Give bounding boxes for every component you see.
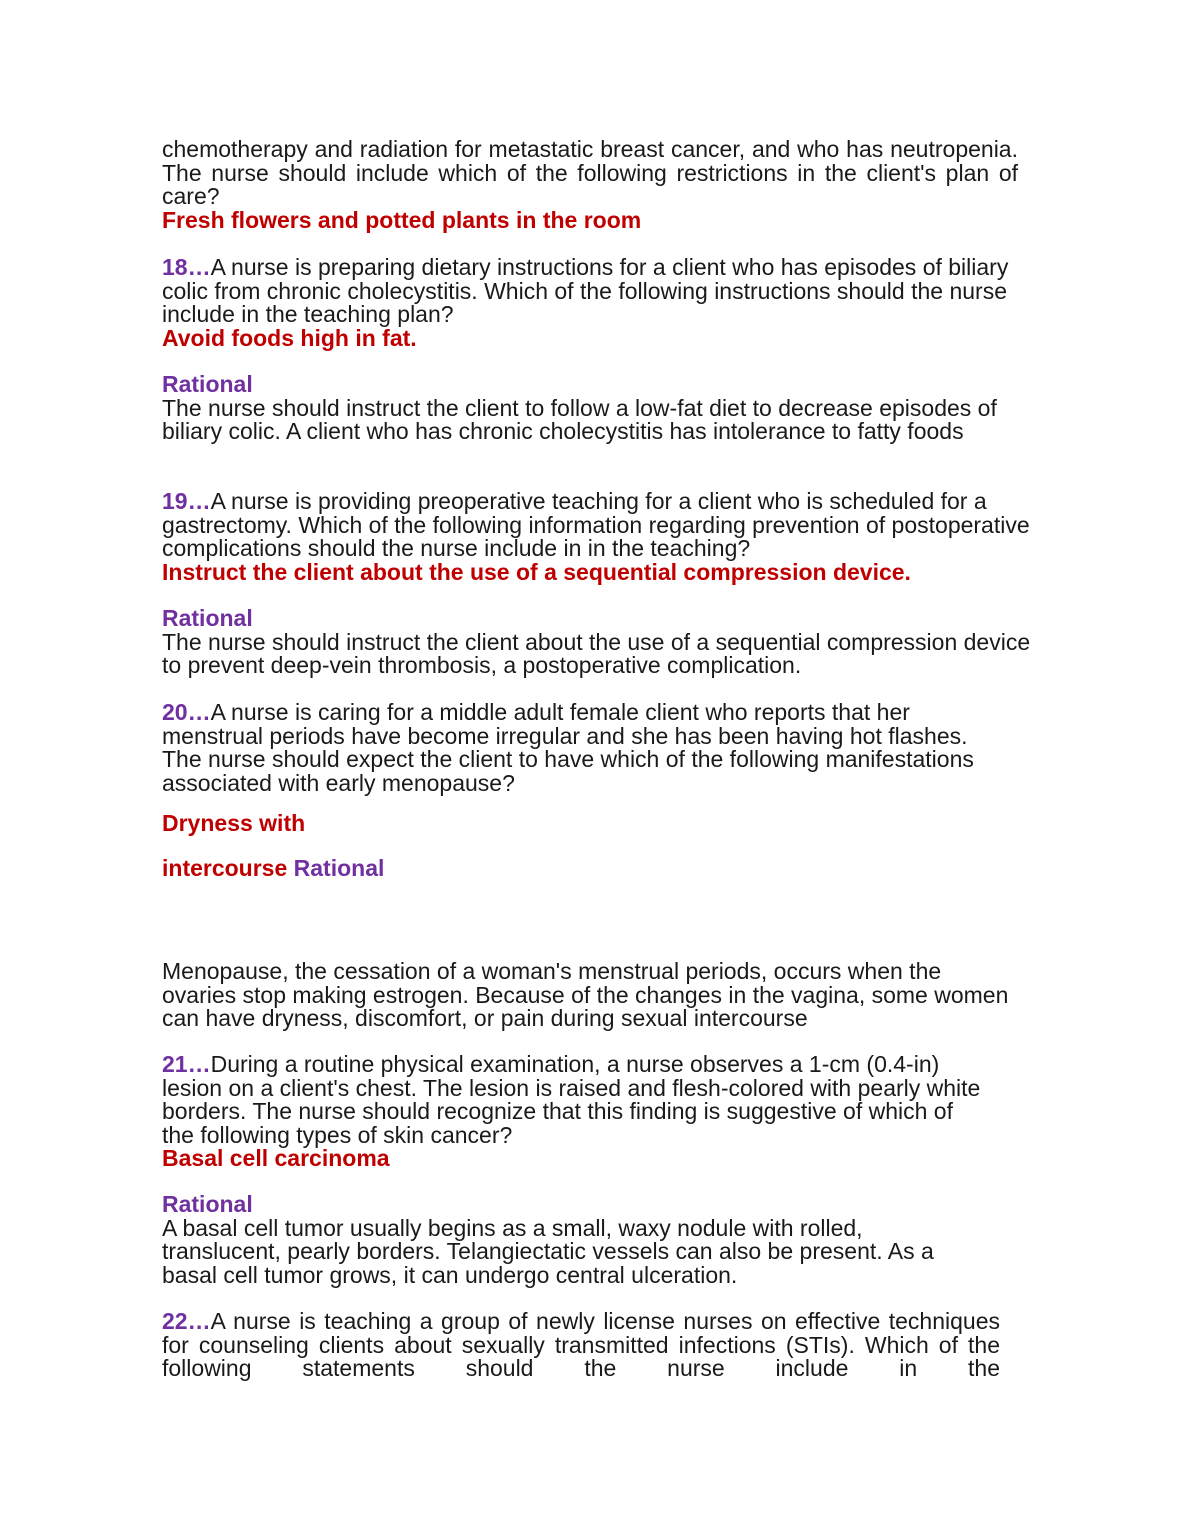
q19-rational <box>162 607 1032 678</box>
question-17 <box>162 138 1018 232</box>
q21-number: 21… <box>162 1051 211 1077</box>
q21-rational-label: Rational <box>162 1191 253 1217</box>
q19-answer: Instruct the client about the use of a sequential compression device. <box>162 558 911 585</box>
question-21 <box>162 1053 987 1171</box>
q17-answer: Fresh flowers and potted plants in the room <box>162 206 642 233</box>
q17-stem: chemotherapy and radiation for metastatic breast cancer, and who has neutropenia. The nurse should include which of the following restrictions in the client's plan of care? <box>162 136 1018 209</box>
q21-rational-text: A basal cell tumor usually begins as a small, waxy nodule with rolled, translucent, pearly borders. Telangiectatic vessels can also be present. As a basal cell tumor grows, it can undergo central ulceration. <box>162 1214 934 1288</box>
q22-stem: A nurse is teaching a group of newly license nurses on effective techniques for counseling clients about sexually transmitted infections (STIs). Which of the following statements should the nurse include in the <box>162 1308 1000 1381</box>
q20-number: 20… <box>162 699 211 725</box>
q18-rational-label: Rational <box>162 371 253 397</box>
q20-answer-line2 <box>162 857 1022 881</box>
q18-rational <box>162 373 1022 444</box>
q21-answer: Basal cell carcinoma <box>162 1145 390 1171</box>
q20-rational-text: Menopause, the cessation of a woman's menstrual periods, occurs when the ovaries stop making estrogen. Because of the changes in the vagina, some women can have dryness, discomfort, or pain during sexual intercourse <box>162 958 1009 1031</box>
q18-rational-text: The nurse should instruct the client to follow a low-fat diet to decrease episodes of biliary colic. A client who has chronic cholecystitis has intolerance to fatty foods <box>162 394 997 444</box>
question-19 <box>162 490 1037 584</box>
q20-answer-part2: intercourse <box>162 855 288 881</box>
q19-stem: A nurse is providing preoperative teaching for a client who is scheduled for a gastrectomy. Which of the following information regarding prevention of postoperative complications should the nurse include in in the teaching? <box>162 488 1030 561</box>
q20-answer-line1 <box>162 812 1022 836</box>
q19-rational-label: Rational <box>162 605 253 631</box>
q19-rational-text: The nurse should instruct the client about the use of a sequential compression device to prevent deep-vein thrombosis, a postoperative complication. <box>162 628 1031 678</box>
q20-stem: A nurse is caring for a middle adult female client who reports that her menstrual periods have become irregular and she has been having hot flashes. The nurse should expect the client to have which of the following manifestations associated with early menopause? <box>162 699 974 796</box>
q18-number: 18… <box>162 254 211 280</box>
question-20 <box>162 701 992 795</box>
q20-answer-part1: Dryness with <box>162 810 306 836</box>
q18-answer: Avoid foods high in fat. <box>162 324 417 351</box>
q18-stem: A nurse is preparing dietary instructions for a client who has episodes of biliary colic from chronic cholecystitis. Which of the following instructions should the nurse include in the teaching plan? <box>162 254 1009 327</box>
question-18 <box>162 256 1022 350</box>
q20-rational-label: Rational <box>293 855 385 881</box>
q20-rational <box>162 960 1012 1031</box>
q22-number: 22… <box>162 1308 211 1334</box>
q21-rational <box>162 1193 987 1287</box>
q19-number: 19… <box>162 488 211 514</box>
question-22 <box>162 1310 1000 1381</box>
q21-stem: During a routine physical examination, a nurse observes a 1-cm (0.4-in) lesion on a client's chest. The lesion is raised and flesh-colored with pearly white borders. The nurse should recognize that this finding is suggestive of which of the following types of skin cancer? <box>162 1051 981 1148</box>
